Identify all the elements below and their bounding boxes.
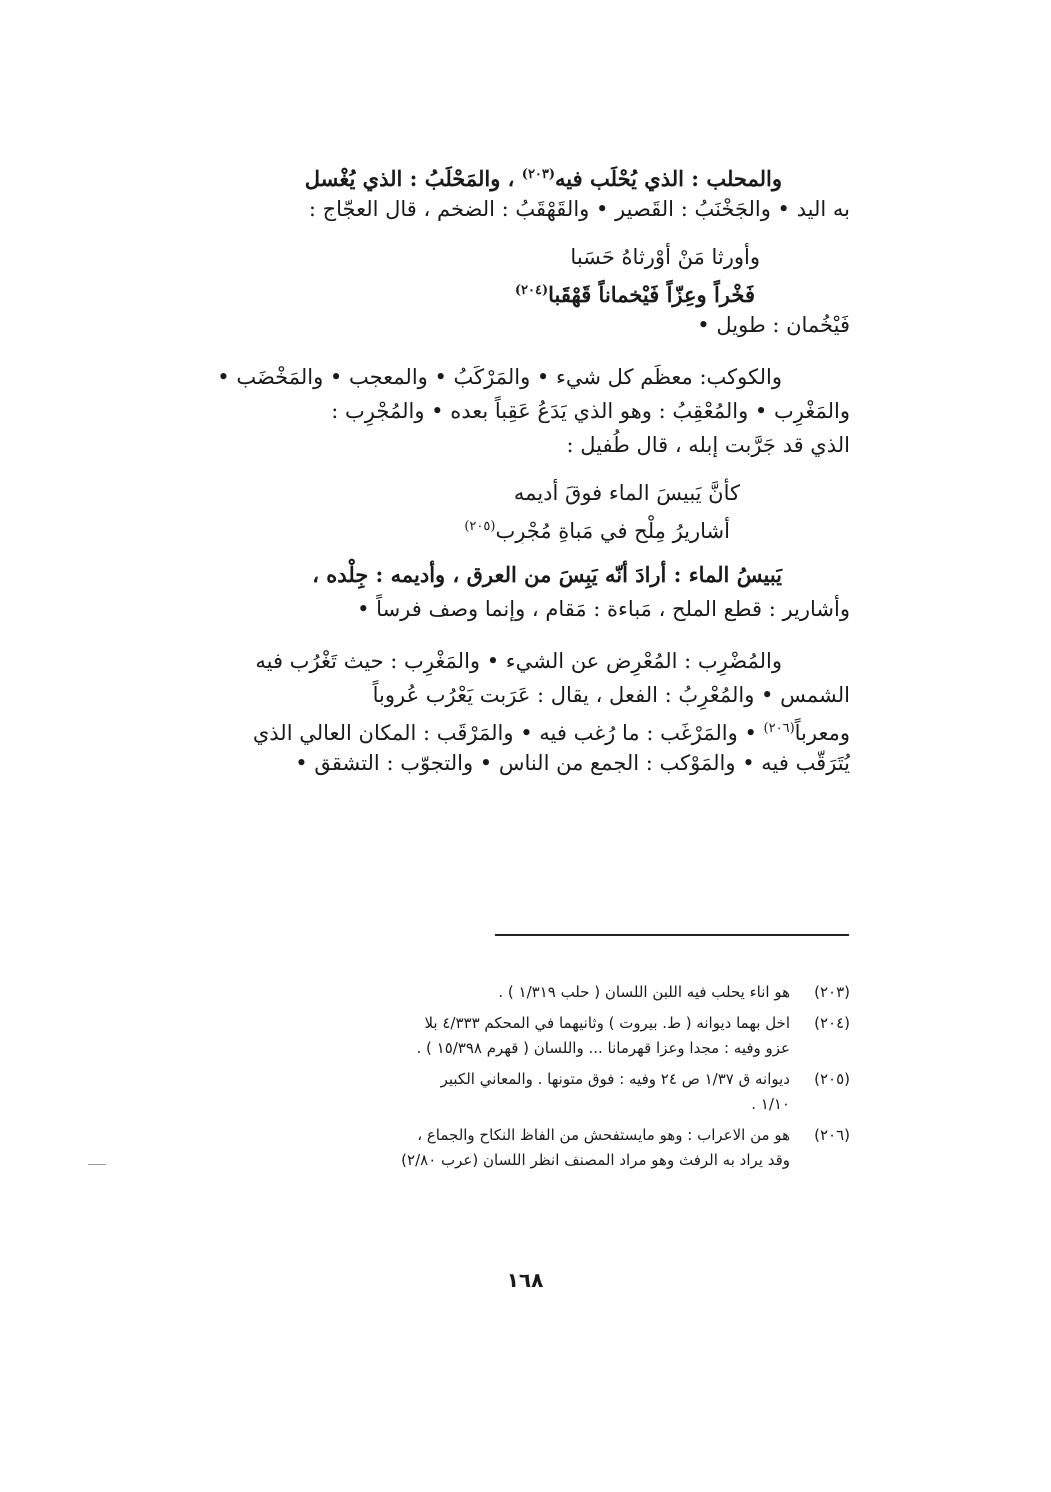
footnote-204 — [190, 1011, 850, 1061]
verse-line: كأنَّ يَبيسَ الماء فوقَ أديمه — [513, 481, 740, 505]
footnote-text — [190, 1011, 800, 1061]
footnotes-section — [190, 980, 850, 1179]
footnote-reference[interactable]: (٢٠٣) — [521, 167, 556, 182]
text-line: والكوكب: معظَم كل شيء • والمَرْكَبُ • والمعجب • والمَخْضَب • — [217, 365, 782, 389]
footnote-number: (٢٠٤) — [814, 1014, 850, 1032]
text-segment: ، والمَحْلَبُ : الذي يُغْسل — [304, 166, 515, 191]
page-number: ١٦٨ — [506, 1268, 544, 1292]
footnote-number: (٢٠٥) — [814, 1070, 850, 1088]
footnote-206 — [190, 1123, 850, 1173]
footnote-line: هو من الاعراب : وهو مايستفحش من الفاظ النكاح والجماع ، — [417, 1126, 790, 1144]
footnote-205 — [190, 1067, 850, 1117]
verse-line — [190, 274, 850, 308]
footnote-line: وقد يراد به الرفث وهو مراد المصنف انظر اللسان (عرب ٢/٨٠) — [401, 1151, 790, 1169]
verse-line — [190, 510, 850, 544]
footnote-reference[interactable]: (٢٠٤) — [514, 283, 549, 298]
text-line — [190, 158, 850, 192]
footnote-number: (٢٠٦) — [814, 1126, 850, 1144]
footnote-line: هو اناء يحلب فيه اللبن اللسان ( حلب ١/٣١٩ ) . — [498, 983, 790, 1001]
text-segment: ومعرباً — [794, 721, 850, 745]
text-line: والمُضْرِب : المُعْرِض عن الشيء • والمَغْرِب : حيث تَغْرُب فيه — [255, 649, 782, 673]
footnote-line: عزو وفيه : مجدا وعزا قهرمانا ... واللسان ( قهرم ١٥/٣٩٨ ) . — [416, 1039, 790, 1057]
footnote-203 — [190, 980, 850, 1005]
footnote-separator — [495, 934, 849, 936]
footnote-line: اخل بهما ديوانه ( ط. بيروت ) وثانيهما في المحكم ٤/٣٣٣ بلا — [424, 1014, 790, 1032]
scan-mark — [88, 1164, 106, 1165]
verse-text: فَخْراً وعِزّاً فَيْخماناً قَهْقَبا — [548, 282, 755, 307]
text-segment: • والمَرْغَب : ما رُغب فيه • والمَرْقَب : المكان العالي الذي — [252, 721, 757, 745]
footnote-line: ديوانه ق ١/٣٧ ص ٢٤ وفيه : فوق متونها . والمعاني الكبير — [440, 1070, 790, 1088]
footnote-text — [190, 1123, 800, 1173]
verse-text: أشاريرُ مِلْحٍ في مَباةِ مُجْرِب — [495, 519, 730, 543]
footnote-reference[interactable]: (٢٠٦) — [763, 721, 795, 736]
text-line: يَبيسُ الماء : أرادَ أنّه يَبِسَ من العرق ، وأديمه : جِلْده ، — [312, 562, 782, 587]
text-line: به اليد • والجَخْنَبُ : القَصير • والقَهْقَبُ : الضخم ، قال العجّاج : — [308, 197, 850, 221]
text-segment: والمحلب : الذي يُحْلَب فيه — [555, 166, 782, 191]
footnote-number: (٢٠٣) — [814, 983, 850, 1001]
text-line — [190, 712, 850, 746]
verse-line: وأورثا مَنْ أوْرثاهُ حَسَبا — [570, 245, 760, 269]
text-line: الشمس • والمُعْرِبُ : الفعل ، يقال : عَرَبت يَعْرُب عُروباً — [372, 683, 850, 707]
text-line: وأشارير : قطع الملح ، مَباءة : مَقام ، وإنما وصف فرساً • — [357, 597, 850, 621]
main-text-block — [190, 158, 850, 780]
text-line: والمَغْرِب • والمُعْقِبُ : وهو الذي يَدَعُ عَقِباً بعده • والمُجْرِب : — [331, 399, 850, 423]
gloss-line: فَيْخُمان : طويل • — [697, 313, 850, 337]
footnote-reference[interactable]: (٢٠٥) — [464, 519, 496, 534]
text-line: الذي قد جَرَّبت إبله ، قال طُفيل : — [566, 433, 850, 457]
text-line: يُتَرَقّب فيه • والمَوْكب : الجمع من الناس • والتجوّب : التشقق • — [295, 751, 850, 775]
footnote-line: ١/١٠ . — [751, 1095, 790, 1113]
footnote-text — [190, 1067, 800, 1117]
footnote-text — [190, 980, 800, 1005]
